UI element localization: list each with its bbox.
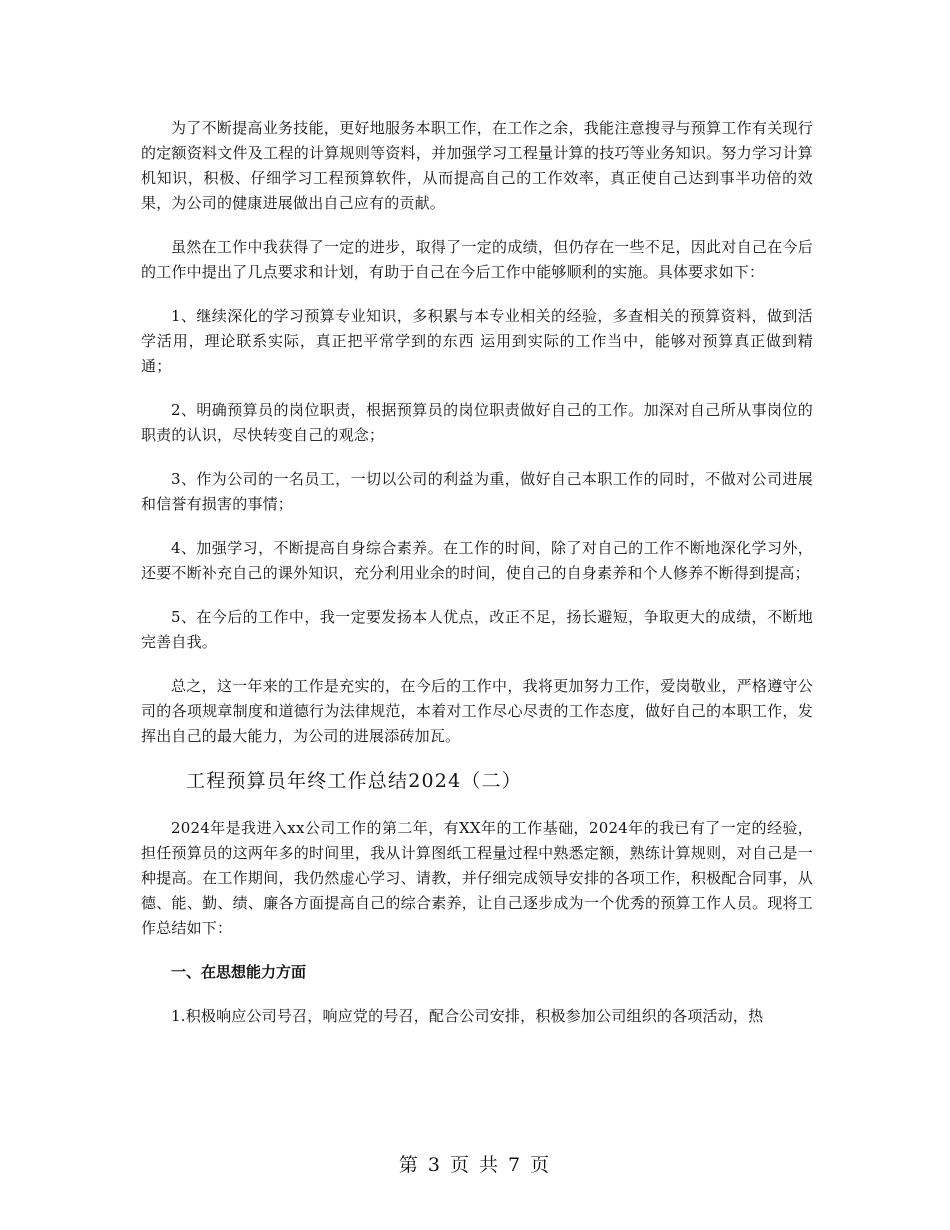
page-footer: 第 3 页 共 7 页 <box>398 1154 552 1176</box>
paragraph-intro: 2024年是我进入xx公司工作的第二年，有XX年的工作基础，2024年的我已有了一定的经验，担任预算员的这两年多的时间里，我从计算图纸工程量过程中熟悉定额，熟练计算规则，对自己是一种提高。在工作期间，我仍然虚心学习、请教，并仔细完成领导安排的各项工作，积极配合同事，从德、能、勤、绩、廉各方面提高自己的综合素养，让自己逐步成为一个优秀的预算工作人员。现将工作总结如下： <box>141 819 813 937</box>
list-item-4: 4、加强学习，不断提高自身综合素养。在工作的时间，除了对自己的工作不断地深化学习外，还要不断补充自己的课外知识，充分利用业余的时间，使自己的自身素养和个人修养不断得到提高； <box>141 539 813 582</box>
subsection-item-1: 1.积极响应公司号召，响应党的号召，配合公司安排，积极参加公司组织的各项活动，热 <box>171 1007 764 1025</box>
list-item-3: 3、作为公司的一名员工，一切以公司的利益为重，做好自己本职工作的同时，不做对公司进展和信誉有损害的事情； <box>141 470 813 513</box>
list-item-5: 5、在今后的工作中，我一定要发扬本人优点，改正不足，扬长避短，争取更大的成绩，不断地完善自我。 <box>141 608 813 651</box>
subsection-heading: 一、在思想能力方面 <box>171 963 307 981</box>
paragraph-conclusion: 总之，这一年来的工作是充实的，在今后的工作中，我将更加努力工作，爱岗敬业，严格遵守公司的各项规章制度和道德行为法律规范，本着对工作尽心尽责的工作态度，做好自己的本职工作，发挥出自己的最大能力，为公司的进展添砖加瓦。 <box>141 677 813 745</box>
list-item-2: 2、明确预算员的岗位职责，根据预算员的岗位职责做好自己的工作。加深对自己所从事岗位的职责的认识，尽快转变自己的观念； <box>141 401 813 444</box>
document-body <box>141 116 813 1048</box>
paragraph-shortcomings: 虽然在工作中我获得了一定的进步，取得了一定的成绩，但仍存在一些不足，因此对自己在今后的工作中提出了几点要求和计划，有助于自己在今后工作中能够顺利的实施。具体要求如下： <box>141 238 813 281</box>
section-title: 工程预算员年终工作总结2024（二） <box>186 770 522 792</box>
list-item-1: 1、继续深化的学习预算专业知识，多积累与本专业相关的经验，多查相关的预算资料，做到活学活用，理论联系实际，真正把平常学到的东西 运用到实际的工作当中，能够对预算真正做到精通； <box>141 307 813 375</box>
paragraph-skills: 为了不断提高业务技能，更好地服务本职工作，在工作之余，我能注意搜寻与预算工作有关现行的定额资料文件及工程的计算规则等资料，并加强学习工程量计算的技巧等业务知识。努力学习计算机知识，积极、仔细学习工程预算软件，从而提高自己的工作效率，真正使自己达到事半功倍的效果，为公司的健康进展做出自己应有的贡献。 <box>141 119 813 212</box>
